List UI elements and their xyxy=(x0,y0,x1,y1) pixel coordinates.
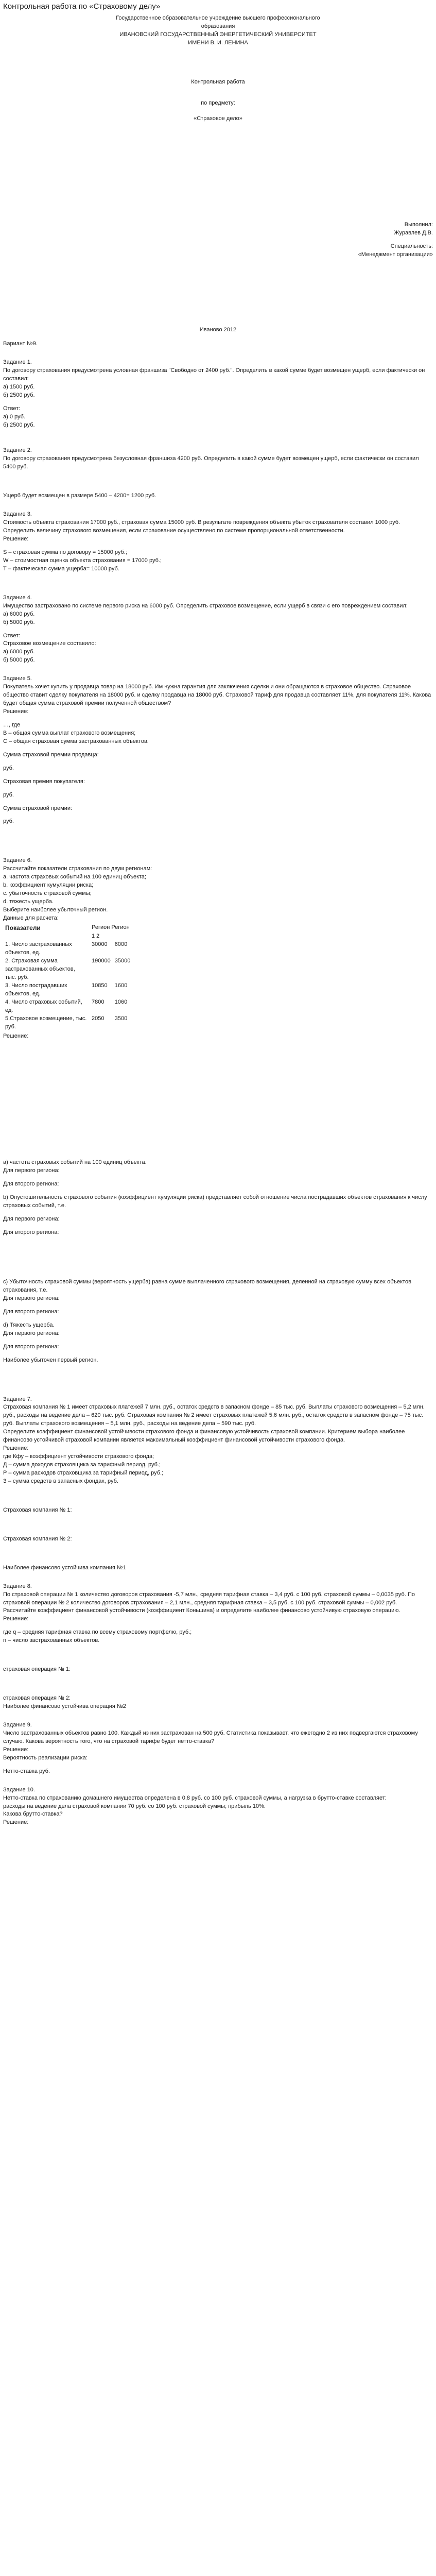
task-line: расходы на ведение дела страховой компании 70 руб. со 100 руб. страховой суммы; прибыль 10%. xyxy=(3,1803,266,1809)
solution-line: З – сумма средств в запасных фондах, руб. xyxy=(3,1478,118,1484)
task-text: По страховой операции № 1 количество договоров страхования -5,7 млн., средняя тарифная ставка – 3,4 руб. с 100 руб. страховой суммы – 0,0035 руб. По страховой операции № 2 количество договоров страхования – 2,1 млн., средняя тарифная ставка – 3,5 руб. с 100 руб. страховой суммы – 0,002 руб. xyxy=(3,1591,415,1606)
region-1-value: 190000 xyxy=(92,958,111,964)
institution-line-4: ИМЕНИ В. И. ЛЕНИНА xyxy=(188,39,248,46)
solution-line: где Кфу – коэффициент устойчивости страхового фонда; xyxy=(3,1453,154,1460)
solution-label: Решение: xyxy=(3,1819,29,1826)
task-item: а. частота страховых событий на 100 единиц объекта; xyxy=(3,874,147,880)
row-label: 4. Число страховых событий, ед. xyxy=(5,998,82,1013)
region-1-value: 7800 xyxy=(92,998,104,1005)
task-item: d. тяжесть ущерба. xyxy=(3,899,54,905)
second-region: Для второго региона: xyxy=(3,1229,59,1236)
first-region: Для первого региона: xyxy=(3,1295,60,1301)
row-label: 2. Страховая сумма застрахованных объектов, тыс. руб. xyxy=(5,958,75,980)
company-1: Страховая компания № 1: xyxy=(3,1506,72,1513)
region-2-value: 35000 xyxy=(114,958,131,964)
part-b: b) Опустошительность страхового события (коэффициент кумуляции риска) представляет собой отношение числа пострадавших объектов страхования к числу страховых событий, т.е. xyxy=(3,1194,427,1209)
region-1-value: 2050 xyxy=(92,1015,104,1022)
table-row xyxy=(3,1015,132,1031)
task-choose: Выберите наиболее убыточный регион. xyxy=(3,907,108,913)
solution-line: руб. xyxy=(3,818,14,825)
solution-line: руб. xyxy=(3,765,14,771)
data-label: Данные для расчета: xyxy=(3,914,59,921)
answer-item: б) 5000 руб. xyxy=(3,657,35,664)
task-title: Задание 4. xyxy=(3,594,32,601)
author-block xyxy=(3,221,433,259)
part-d: d) Тяжесть ущерба. xyxy=(3,1321,55,1328)
first-region: Для первого региона: xyxy=(3,1216,60,1223)
task-title: Задание 10. xyxy=(3,1786,35,1793)
solution-line: Т – фактическая сумма ущерба= 10000 руб. xyxy=(3,565,119,572)
task-text: Рассчитайте показатели страхования по двум регионам: xyxy=(3,866,152,872)
solution-line: W – стоимостная оценка объекта страхования = 17000 руб.; xyxy=(3,557,162,564)
first-region: Для первого региона: xyxy=(3,1167,60,1174)
task-item: б) 2500 руб. xyxy=(3,392,35,398)
solution-label: Решение: xyxy=(3,1445,29,1452)
task-title: Задание 9. xyxy=(3,1722,32,1728)
specialty-name: «Менеджмент организации» xyxy=(358,251,433,258)
task-8 xyxy=(3,1583,433,1711)
regions-subheader: 1 2 xyxy=(92,933,100,940)
part-a: a) частота страховых событий на 100 единиц объекта. xyxy=(3,1159,147,1166)
regions-header: Регион Регион xyxy=(92,924,130,930)
task-4 xyxy=(3,594,433,665)
task-title: Задание 3. xyxy=(3,511,32,518)
task-6 xyxy=(3,857,433,1364)
solution-line: Сумма страховой премии продавца: xyxy=(3,751,99,758)
worst-region: Наиболее убыточен первый регион. xyxy=(3,1357,98,1363)
table-row xyxy=(3,957,132,982)
task-item: c. убыточность страховой суммы; xyxy=(3,890,92,897)
answer-text: Страховое возмещение составило: xyxy=(3,640,96,647)
task-text: Определите коэффициент финансовой устойчивости страхового фонда и финансовую устойчивость страховой компании. Критерием выбора наиболее финансово устойчивой страховой компании является максимальный коэффициент финансовой устойчивости страхового фонда. xyxy=(3,1429,405,1444)
task-item: а) 6000 руб. xyxy=(3,611,35,617)
task-title: Задание 8. xyxy=(3,1583,32,1589)
task-text: Стоимость объекта страхования 17000 руб., страховая сумма 15000 руб. В результате повреждения объекта убыток страхователя составил 1000 руб. Определить величину страхового возмещения, если страхование осуществлено по системе пропорциональной ответственности. xyxy=(3,519,400,534)
task-title: Задание 6. xyxy=(3,857,32,864)
task-7 xyxy=(3,1396,433,1572)
task-title: Задание 2. xyxy=(3,447,32,454)
institution-header xyxy=(3,14,433,47)
answer-label: Ответ: xyxy=(3,632,21,639)
author-name: Журавлев Д.В. xyxy=(394,230,433,236)
parameters-table xyxy=(3,924,132,1031)
region-1-value: 30000 xyxy=(92,941,108,948)
task-text: Имущество застраховано по системе первого риска на 6000 руб. Определить страховое возмещение, если ущерб в связи с его повреждением составил: xyxy=(3,602,408,609)
table-row xyxy=(3,998,132,1015)
row-label: 5.Страховое возмещение, тыс. руб. xyxy=(5,1015,87,1030)
document-title: Контрольная работа по «Страховому делу» xyxy=(3,2,161,11)
task-item: б) 5000 руб. xyxy=(3,619,35,625)
solution-line: руб. xyxy=(3,791,14,798)
work-title-block xyxy=(3,78,433,124)
task-title: Задание 5. xyxy=(3,675,32,682)
table-row xyxy=(3,941,132,957)
probability: Вероятность реализации риска: xyxy=(3,1754,88,1761)
task-title: Задание 7. xyxy=(3,1396,32,1402)
solution-line: Р – сумма расходов страховщика за тарифный период, руб.; xyxy=(3,1469,164,1476)
city-year: Иваново 2012 xyxy=(199,327,237,333)
company-2: Страховая компания № 2: xyxy=(3,1535,72,1542)
solution-line: Д – сумма доходов страховщика за тарифный период, руб.; xyxy=(3,1462,161,1468)
task-line: Какова брутто-ставка? xyxy=(3,1811,63,1818)
region-1-value: 10850 xyxy=(92,982,108,989)
solution-line: В – общая сумма выплат страхового возмещения; xyxy=(3,730,136,736)
institution-line-2: образования xyxy=(201,23,235,29)
conclusion: Наиболее финансово устойчива операция №2 xyxy=(3,1703,126,1710)
task-9 xyxy=(3,1721,433,1776)
solution-label: Решение: xyxy=(3,1032,29,1039)
solution-label: Решение: xyxy=(3,1616,29,1622)
second-region: Для второго региона: xyxy=(3,1308,59,1315)
answer-item: а) 0 руб. xyxy=(3,413,25,420)
variant-number: Вариант №9. xyxy=(3,341,38,347)
table-header: Показатели xyxy=(5,924,41,931)
solution-line: где q – средняя тарифная ставка по всему страховому портфелю, руб.; xyxy=(3,1629,192,1636)
solution-line: …, где xyxy=(3,721,21,728)
part-c: c) Убыточность страховой суммы (вероятность ущерба) равна сумме выплаченного страхового возмещения, деленной на страховую сумму всех объектов страхования, т.е. xyxy=(3,1279,411,1293)
second-region: Для второго региона: xyxy=(3,1181,59,1188)
done-label: Выполнил: xyxy=(404,222,433,228)
solution-line: S – страховая сумма по договору = 15000 руб.; xyxy=(3,549,127,555)
task-text: По договору страхования предусмотрена условная франшиза "Свободно от 2400 руб.". Определить в какой сумме будет возмещен ущерб, если фактически он составил: xyxy=(3,367,425,382)
operation-2: страховая операция № 2: xyxy=(3,1695,71,1702)
task-10 xyxy=(3,1786,433,1827)
row-label: 3. Число пострадавших объектов, ед. xyxy=(5,982,67,997)
task-text: Страховая компания № 1 имеет страховых платежей 7 млн. руб., остаток средств в запасном фонде – 85 тыс. руб. Выплаты страхового возмещения – 5,2 млн. руб., расходы на ведение дела – 620 тыс. руб. Страховая компания № 2 имеет страховых платежей 5,6 млн. руб., остаток средств в запасном фонде – 75 тыс. руб. Выплаты страхового возмещения – 5,1 млн. руб., расходы на ведение дела – 590 тыс. руб. xyxy=(3,1404,425,1427)
task-item: а) 1500 руб. xyxy=(3,383,35,390)
region-2-value: 1600 xyxy=(114,982,128,989)
region-2-value: 6000 xyxy=(114,941,128,948)
solution-line: Сумма страховой премии: xyxy=(3,805,73,811)
answer-item: б) 2500 руб. xyxy=(3,421,35,428)
task-3 xyxy=(3,511,433,573)
net-rate: Нетто-ставка руб. xyxy=(3,1768,50,1774)
solution-label: Решение: xyxy=(3,708,29,715)
solution-label: Решение: xyxy=(3,1746,29,1753)
conclusion: Наиболее финансово устойчива компания №1 xyxy=(3,1564,126,1571)
answer-label: Ответ: xyxy=(3,405,21,412)
task-text: Число застрахованных объектов равно 100. Каждый из них застрахован на 500 руб. Статистика показывает, что ежегодно 2 из них подвергаются страховому случаю. Какова вероятность того, что на страховой тарифе будет нетто-ставка? xyxy=(3,1730,418,1744)
operation-1: страховая операция № 1: xyxy=(3,1666,71,1673)
specialty-label: Специальность: xyxy=(390,243,433,250)
first-region: Для первого региона: xyxy=(3,1330,60,1336)
table-row xyxy=(3,982,132,998)
work-type: Контрольная работа xyxy=(191,78,245,85)
task-text: Рассчитайте коэффициент финансовой устойчивости (коэффициент Коньшина) и определите наиболее финансово устойчивую страховую операцию. xyxy=(3,1607,400,1614)
task-2 xyxy=(3,447,433,500)
row-label: 1. Число застрахованных объектов, ед. xyxy=(5,941,72,956)
solution-line: n – число застрахованных объектов. xyxy=(3,1637,100,1644)
task-title: Задание 1. xyxy=(3,359,32,365)
subject-name: «Страховое дело» xyxy=(194,115,242,122)
task-text: Покупатель хочет купить у продавца товар на 18000 руб. Им нужна гарантия для заключения сделки и они обращаются в страховое общество. Страховое общество ставит сделку покупателя на 18000 руб. и сделку продавца на 18000 руб. Страховой тариф для продавца составляет 11%, для покупателя 11%. Какова будет общая сумма страховой премии полученной обществом? xyxy=(3,684,431,707)
second-region: Для второго региона: xyxy=(3,1343,59,1350)
solution-label: Решение: xyxy=(3,536,29,542)
task-text: Нетто-ставка по страхованию домашнего имущества определена в 0,8 руб. со 100 руб. страховой суммы, а нагрузка в брутто-ставке составляет: xyxy=(3,1794,387,1801)
region-2-value: 1060 xyxy=(114,998,128,1005)
solution-line: Страховая премия покупателя: xyxy=(3,778,85,785)
institution-line-3: ИВАНОВСКИЙ ГОСУДАРСТВЕННЫЙ ЭНЕРГЕТИЧЕСКИЙ УНИВЕРСИТЕТ xyxy=(119,31,317,38)
task-item: b. коэффициент кумуляции риска; xyxy=(3,882,94,889)
solution-line: С – общая страховая сумма застрахованных объектов. xyxy=(3,738,149,744)
by-subject-label: по предмету: xyxy=(201,100,235,107)
task-1 xyxy=(3,359,433,430)
region-2-value: 3500 xyxy=(114,1015,128,1022)
task-5 xyxy=(3,675,433,826)
answer-item: а) 6000 руб. xyxy=(3,649,35,655)
task-text: По договору страхования предусмотрена безусловная франшиза 4200 руб. Определить в какой сумме будет возмещен ущерб, если фактически он составил 5400 руб. xyxy=(3,455,419,470)
institution-line-1: Государственное образовательное учреждение высшего профессионального xyxy=(116,14,320,21)
task-result: Ущерб будет возмещен в размере 5400 – 4200= 1200 руб. xyxy=(3,493,156,499)
